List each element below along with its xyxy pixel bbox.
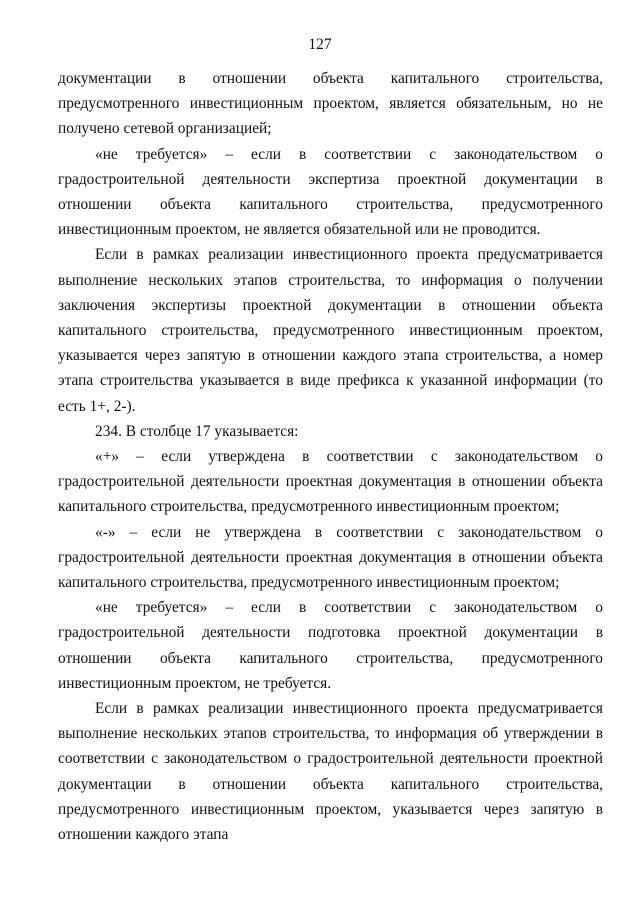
paragraph: документации в отношении объекта капитального строительства, предусмотренного инвестиционным проектом, является обязательным, но не получено сетевой организацией; (58, 70, 603, 138)
paragraph: 234. В столбце 17 указывается: (95, 422, 299, 440)
paragraph: «не требуется» – если в соответствии с законодательством о градостроительной деятельности подготовка проектной документации в отношении объекта капитального строительства, предусмотренного инвестиционным проектом, не требуется. (58, 599, 603, 692)
document-body (58, 66, 603, 847)
paragraph: «не требуется» – если в соответствии с законодательством о градостроительной деятельности экспертиза проектной документации в отношении объекта капитального строительства, предусмотренного инвестиционным проектом, не является обязательной или не проводится. (58, 145, 603, 239)
paragraph: «-» – если не утверждена в соответствии с законодательством о градостроительной деятельности проектная документация в отношении объекта капитального строительства, предусмотренного инвестиционным проектом; (58, 523, 603, 592)
paragraph: Если в рамках реализации инвестиционного проекта предусматривается выполнение нескольких этапов строительства, то информация о получении заключения экспертизы проектной документации в отношении объекта капитального строительства, предусмотренного инвестиционным проектом, указывается через запятую в отношении каждого этапа строительства, а номер этапа строительства указывается в виде префикса к указанной информации (то есть 1+, 2-). (58, 246, 603, 415)
paragraph: «+» – если утверждена в соответствии с законодательством о градостроительной деятельности проектная документация в отношении объекта капитального строительства, предусмотренного инвестиционным проектом; (58, 448, 603, 516)
paragraph: Если в рамках реализации инвестиционного проекта предусматривается выполнение нескольких этапов строительства, то информация об утверждении в соответствии с законодательством о градостроительной деятельности проектной документации в отношении объекта капитального строительства, предусмотренного инвестиционным проектом, указывается через запятую в отношении каждого этапа (58, 700, 603, 844)
page-number: 127 (308, 36, 332, 53)
